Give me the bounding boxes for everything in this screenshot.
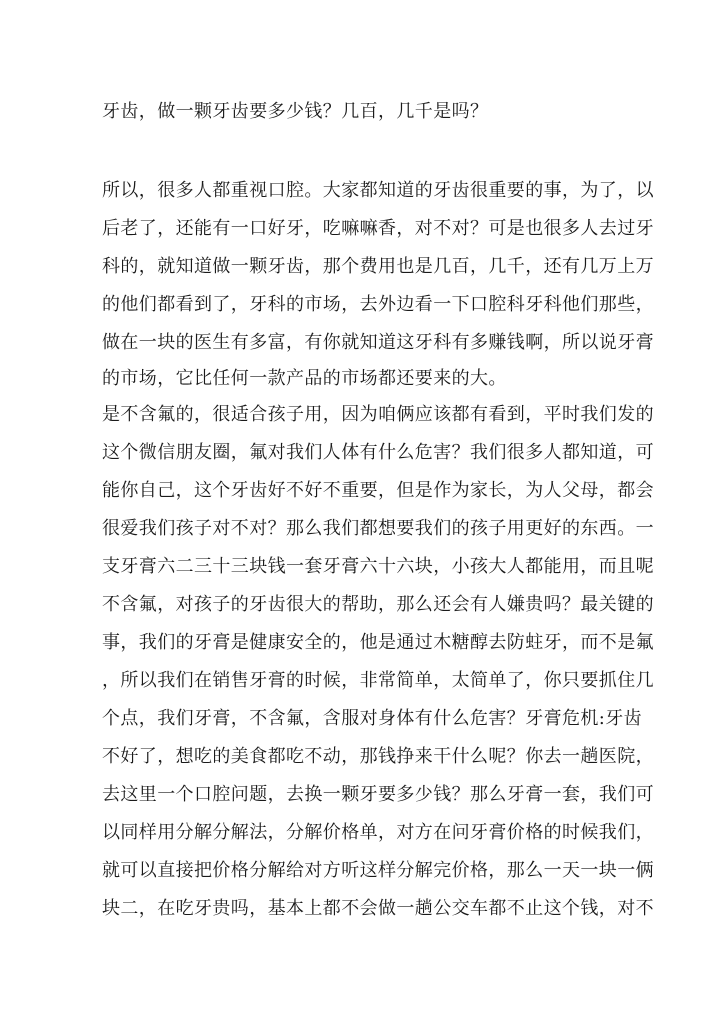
text-line: 支牙膏六二三十三块钱一套牙膏六十六块，小孩大人都能用，而且呢 — [102, 556, 654, 577]
text-line: 块二，在吃牙贵吗，基本上都不会做一趟公交车都不止这个钱，对不 — [102, 898, 654, 919]
text-line: 事，我们的牙膏是健康安全的，他是通过木糖醇去防蛀牙，而不是氟 — [102, 632, 654, 653]
text-line: 做在一块的医生有多富，有你就知道这牙科有多赚钱啊，所以说牙膏 — [102, 332, 654, 353]
text-line: 所以，很多人都重视口腔。大家都知道的牙齿很重要的事，为了，以 — [102, 180, 654, 201]
text-line: 的他们都看到了，牙科的市场，去外边看一下口腔科牙科他们那些， — [102, 294, 654, 315]
text-line: 不含氟，对孩子的牙齿很大的帮助，那么还会有人嫌贵吗？最关键的 — [102, 594, 654, 615]
text-line: 是不含氟的，很适合孩子用，因为咱俩应该都有看到，平时我们发的 — [102, 404, 654, 425]
text-line: 能你自己，这个牙齿好不好不重要，但是作为家长，为人父母，都会 — [102, 480, 654, 501]
text-line: 后老了，还能有一口好牙，吃嘛嘛香，对不对？可是也很多人去过牙 — [102, 218, 654, 239]
text-line: 去这里一个口腔问题，去换一颗牙要多少钱？那么牙膏一套，我们可 — [102, 784, 654, 805]
text-line: ，所以我们在销售牙膏的时候，非常简单，太简单了，你只要抓住几 — [102, 670, 654, 691]
text-line: 不好了，想吃的美食都吃不动，那钱挣来干什么呢？你去一趟医院， — [102, 746, 654, 767]
text-line: 就可以直接把价格分解给对方听这样分解完价格，那么一天一块一俩 — [102, 860, 654, 881]
text-line: 以同样用分解分解法，分解价格单，对方在问牙膏价格的时候我们， — [102, 822, 654, 843]
text-line: 个点，我们牙膏，不含氟，含服对身体有什么危害？牙膏危机:牙齿 — [102, 708, 643, 729]
text-line: 科的，就知道做一颗牙齿，那个费用也是几百，几千，还有几万上万 — [102, 256, 654, 277]
text-line: 很爱我们孩子对不对？那么我们都想要我们的孩子用更好的东西。一 — [102, 518, 654, 539]
text-line: 牙齿，做一颗牙齿要多少钱？几百，几千是吗？ — [102, 101, 489, 122]
text-line: 这个微信朋友圈，氟对我们人体有什么危害？我们很多人都知道，可 — [102, 442, 654, 463]
text-line: 的市场，它比任何一款产品的市场都还要来的大。 — [102, 368, 507, 389]
